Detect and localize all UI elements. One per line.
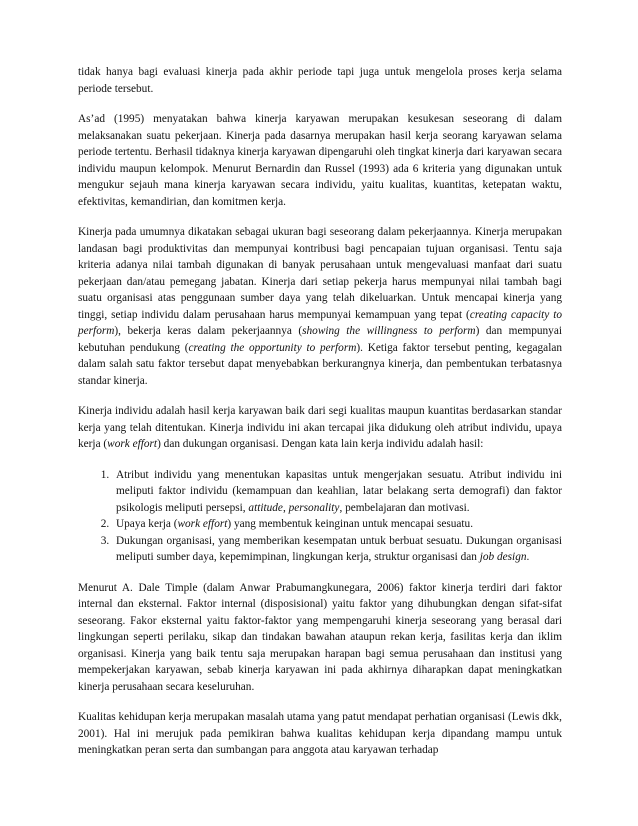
paragraph-3-text: ), bekerja keras dalam pekerjaannya ( xyxy=(114,325,303,337)
list-item-text: Atribut individu yang menentukan kapasitas untuk mengerjakan sesuatu. Atribut individu ini meliputi faktor individu (kemampuan dan keahlian, latar belakang serta demografi) dan faktor psikologis meliputi persepsi, xyxy=(116,468,562,514)
paragraph-4 xyxy=(78,403,562,453)
list-item xyxy=(112,516,562,533)
paragraph-3-italic: showing the willingness to perform xyxy=(302,325,476,337)
paragraph-3-text: Kinerja pada umumnya dikatakan sebagai ukuran bagi seseorang dalam pekerjaannya. Kinerja merupakan landasan bagi produktivitas dan mempunyai kontribusi bagi pencapaian tujuan organisasi. Tentu saja kriteria adanya nilai tambah digunakan di banyak perusahaan untuk mengevaluasi manfaat dari suatu pekerjaan dan/atau pemegang jabatan. Kinerja dari setiap pekerja harus mempunyai nilai tambah bagi suatu organisasi atas penggunaan sumber daya yang telah dikeluarkan. Untuk mencapai kinerja yang tinggi, setiap individu dalam perusahaan harus mempunyai kemampuan yang tepat ( xyxy=(78,226,562,321)
list-item-text: . xyxy=(526,551,530,563)
paragraph-3-italic: creating the opportunity to perform xyxy=(188,341,357,354)
list-item xyxy=(112,533,562,566)
paragraph-6: Kualitas kehidupan kerja merupakan masalah utama yang patut mendapat perhatian organisasi (Lewis dkk, 2001). Hal ini merujuk pada pemikiran bahwa kualitas kehidupan kerja dipandang mampu untuk meningkatkan peran serta dan sumbangan para anggota atau karyawan terhadap xyxy=(78,711,562,756)
document-page xyxy=(78,64,562,773)
paragraph-5: Menurut A. Dale Timple (dalam Anwar Prabumangkunegara, 2006) faktor kinerja terdiri dari faktor internal dan eksternal. Faktor internal (disposisional) yaitu faktor yang dihubungkan dengan sifat-sifat seseorang. Fakor eksternal yaitu faktor-faktor yang mempengaruhi kinerja seseorang yang berasal dari lingkungan seperti perilaku, sikap dan tindakan bawahan ataupun rekan kerja, fasilitas kerja dan iklim organisasi. Kinerja yang baik tentu saja merupakan harapan bagi semua perusahaan dan institusi yang mempekerjakan karyawan, sebab kinerja karyawan ini pada akhirnya diharapkan dapat meningkatkan kinerja perusahaan secara keseluruhan. xyxy=(78,581,562,693)
numbered-list xyxy=(78,467,562,566)
paragraph-1: tidak hanya bagi evaluasi kinerja pada akhir periode tapi juga untuk mengelola proses kerja selama periode tersebut. xyxy=(78,66,562,95)
paragraph-2: As’ad (1995) menyatakan bahwa kinerja karyawan merupakan kesukesan seseorang di dalam melaksanakan suatu pekerjaan. Kinerja pada dasarnya merupakan hasil kerja seorang karyawan selama periode tertentu. Berhasil tidaknya kinerja karyawan dipengaruhi oleh tingkat kinerja dari karyawan secara individu maupun kelompok. Menurut Bernardin dan Russel (1993) ada 6 kriteria yang digunakan untuk mengukur sejauh mana kinerja karyawan secara individu, yaitu kualitas, kuantitas, ketepatan waktu, efektivitas, kemandirian, dan komitmen kerja. xyxy=(78,113,562,208)
list-item-text: , xyxy=(282,501,289,514)
list-item-italic: personality xyxy=(288,501,340,514)
paragraph-3-text: ) dan mempunyai kebutuhan pendukung ( xyxy=(78,325,562,354)
list-item-text: Dukungan organisasi, yang memberikan kesempatan untuk berbuat sesuatu. Dukungan organisasi meliputi sumber daya, kepemimpinan, lingkungan kerja, struktur organisasi dan xyxy=(116,534,562,563)
list-item xyxy=(112,467,562,517)
paragraph-3-italic: creating capacity to perform xyxy=(78,308,562,337)
paragraph-3 xyxy=(78,224,562,389)
list-item-text: , pembelajaran dan motivasi. xyxy=(339,501,470,514)
list-item-italic: job design xyxy=(479,551,527,563)
list-item-text: ) yang membentuk keinginan untuk mencapai sesuatu. xyxy=(227,518,474,530)
list-item-italic: attitude xyxy=(248,501,283,514)
paragraph-4-text: Kinerja individu adalah hasil kerja karyawan baik dari segi kualitas maupun kuantitas berdasarkan standar kerja yang telah ditentukan. Kinerja individu ini akan tercapai jika didukung oleh atribut individu, upaya kerja ( xyxy=(78,405,562,450)
list-item-italic: work effort xyxy=(177,518,228,530)
paragraph-4-text: ) dan dukungan organisasi. Dengan kata lain kerja individu adalah hasil: xyxy=(157,438,484,450)
paragraph-3-text: ). Ketiga faktor tersebut penting, kegagalan dalam salah satu faktor tersebut dapat menyebabkan berkurangnya kinerja, dan pembentukan terbatasnya standar kinerja. xyxy=(78,341,563,387)
list-item-text: Upaya kerja ( xyxy=(116,518,178,530)
paragraph-4-italic: work effort xyxy=(107,438,158,450)
